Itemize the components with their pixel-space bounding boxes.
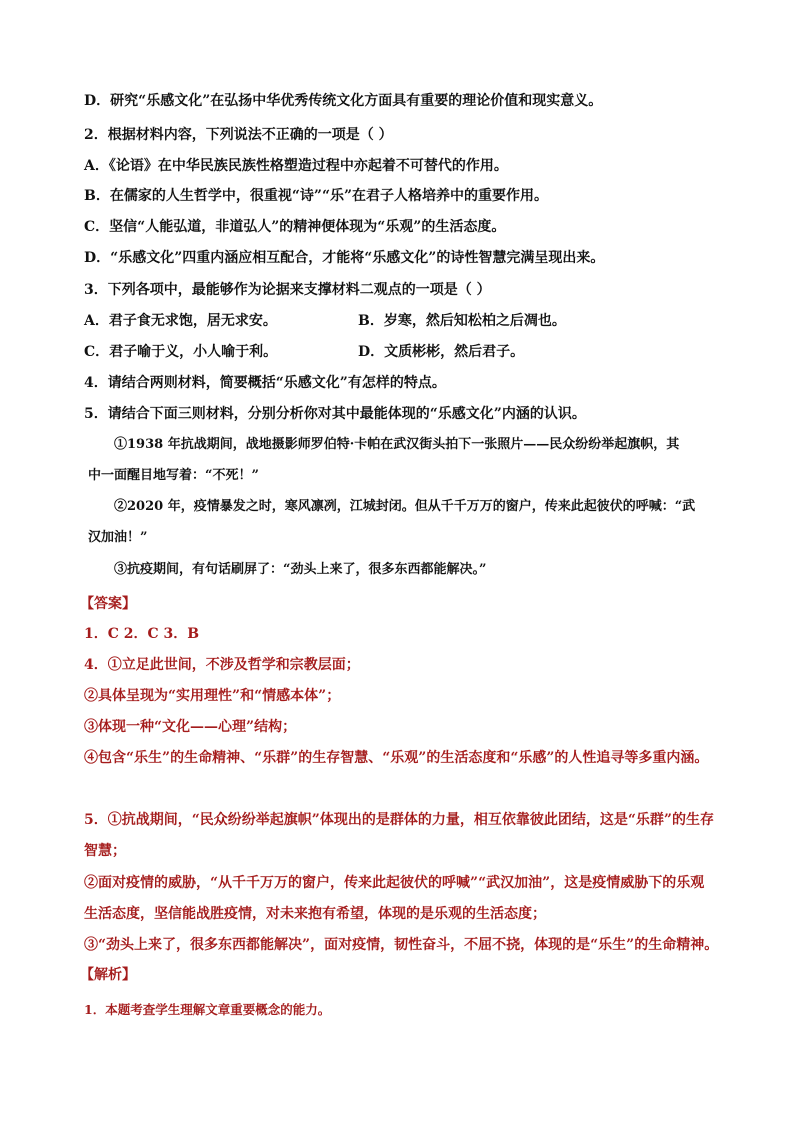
analysis-line-1: 1．本题考查学生理解文章重要概念的能力。 — [84, 1002, 331, 1017]
answer-5-line-3: ②面对疫情的威胁，“从千千万万的窗户，传来此起彼伏的呼喊”“武汉加油”，这是疫情威胁下的乐观 — [84, 875, 705, 891]
q3-option-b: B．岁寒，然后知松柏之后凋也。 — [358, 313, 566, 329]
q2-option-a: A．《论语》在中华民族民族性格塑造过程中亦起着不可替代的作用。 — [84, 158, 508, 174]
q3-option-c: C．君子喻于义，小人喻于利。 — [84, 344, 278, 360]
answer-multiple-choice: 1．C 2．C 3．B — [84, 626, 200, 642]
answer-5-line-4: 生活态度，坚信能战胜疫情，对未来抱有希望，体现的是乐观的生活态度； — [84, 906, 546, 922]
q2-option-b: B．在儒家的人生哲学中，很重视“诗”“乐”在君子人格培养中的重要作用。 — [84, 188, 549, 204]
answer-5-line-5: ③“劲头上来了，很多东西都能解决”，面对疫情，韧性奋斗，不屈不挠，体现的是“乐生”的生命精神。 — [84, 937, 719, 953]
analysis-tag: 【解析】 — [80, 967, 136, 983]
q2-stem: 2．根据材料内容，下列说法不正确的一项是（ ） — [84, 127, 393, 143]
q5-material-1: ①1938 年抗战期间，战地摄影师罗伯特·卡帕在武汉街头拍下一张照片——民众纷纷举起旗帜，其 — [114, 437, 680, 452]
answer-tag: 【答案】 — [80, 596, 136, 612]
q4-stem: 4．请结合两则材料，简要概括“乐感文化”有怎样的特点。 — [84, 375, 446, 391]
q5-material-1-cont: 中一面醒目地写着：“不死！” — [88, 468, 259, 483]
answer-4-line-3: ③体现一种“文化——心理”结构； — [84, 719, 297, 735]
q5-material-2: ②2020 年，疫情暴发之时，寒风凛冽，江城封闭。但从千千万万的窗户，传来此起彼伏的呼喊：“武 — [114, 499, 696, 514]
answer-5-line-1: 5．①抗战期间，“民众纷纷举起旗帜”体现出的是群体的力量，相互依靠彼此团结，这是“乐群”的生存 — [84, 812, 714, 828]
answer-4-line-4: ④包含“乐生”的生命精神、“乐群”的生存智慧、“乐观”的生活态度和“乐感”的人性追寻等多重内涵。 — [84, 750, 709, 766]
answer-4-line-1: 4．①立足此世间，不涉及哲学和宗教层面； — [84, 657, 360, 673]
q3-option-a: A．君子食无求饱，居无求安。 — [84, 313, 277, 329]
q5-material-2-cont: 汉加油！” — [88, 530, 148, 545]
q5-stem: 5．请结合下面三则材料，分别分析你对其中最能体现的“乐感文化”内涵的认识。 — [84, 406, 586, 422]
answer-4-line-2: ②具体呈现为“实用理性”和“情感本体”； — [84, 688, 341, 704]
q2-option-d: D．“乐感文化”四重内涵应相互配合，才能将“乐感文化”的诗性智慧完满呈现出来。 — [84, 250, 605, 266]
q3-option-d: D．文质彬彬，然后君子。 — [358, 344, 525, 360]
q2-option-c: C．坚信“人能弘道，非道弘人”的精神便体现为“乐观”的生活态度。 — [84, 219, 506, 235]
answer-5-line-2: 智慧； — [84, 843, 126, 859]
q3-stem: 3．下列各项中，最能够作为论据来支撑材料二观点的一项是（ ） — [84, 282, 491, 298]
q5-material-3: ③抗疫期间，有句话刷屏了：“劲头上来了，很多东西都能解决。” — [114, 562, 487, 577]
q1-option-d: D．研究“乐感文化”在弘扬中华优秀传统文化方面具有重要的理论价值和现实意义。 — [84, 93, 603, 109]
